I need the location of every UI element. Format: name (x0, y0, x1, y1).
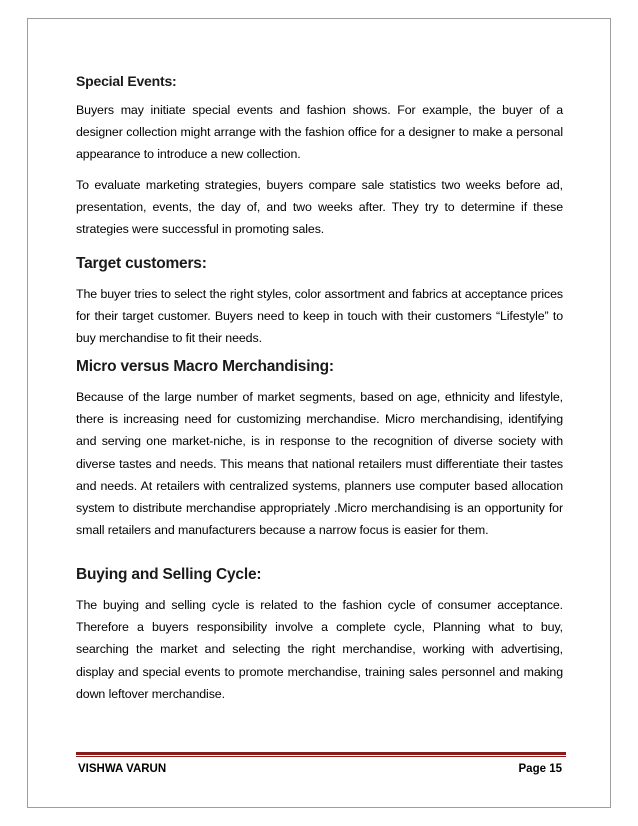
paragraph: The buyer tries to select the right styles, color assortment and fabrics at acceptance prices for their target customer. Buyers need to keep in touch with their customers “Lifestyle” to buy merchandise to fit their needs. (76, 287, 563, 346)
footer-rule (76, 752, 566, 755)
section-buying-selling-cycle (76, 565, 563, 705)
paragraph: Because of the large number of market segments, based on age, ethnicity and lifestyle, there is increasing need for customizing merchandise. Micro merchandising, identifying and serving one market-niche, is in response to the recognition of diverse society with diverse tastes and needs. This means that national retailers must differentiate their tastes and needs. At retailers with centralized systems, planners use computer based allocation system to distribute merchandise appropriately .Micro merchandising is an opportunity for small retailers and manufacturers because a narrow focus is easier for them. (76, 390, 563, 538)
section-micro-macro (76, 357, 563, 541)
section-special-events (76, 72, 563, 240)
heading-micro-macro: Micro versus Macro Merchandising: (76, 358, 334, 375)
paragraph: Buyers may initiate special events and fashion shows. For example, the buyer of a designer collection might arrange with the fashion office for a designer to make a personal appearance to introduce a new collection. (76, 103, 563, 162)
paragraph: The buying and selling cycle is related to the fashion cycle of consumer acceptance. Therefore a buyers responsibility involve a complete cycle, Planning what to buy, searching the market and selecting the right merchandise, working with advertising, display and special events to promote merchandise, training sales personnel and making down leftover merchandise. (76, 598, 563, 701)
footer-author: VISHWA VARUN (78, 763, 167, 775)
heading-target-customers: Target customers: (76, 255, 207, 272)
heading-buying-selling-cycle: Buying and Selling Cycle: (76, 566, 262, 583)
heading-special-events: Special Events: (76, 73, 177, 89)
paragraph: To evaluate marketing strategies, buyers compare sale statistics two weeks before ad, presentation, events, the day of, and two weeks after. They try to determine if these strategies were successful in promoting sales. (76, 177, 563, 237)
section-target-customers (76, 254, 563, 350)
footer-page-number: Page 15 (518, 763, 562, 775)
